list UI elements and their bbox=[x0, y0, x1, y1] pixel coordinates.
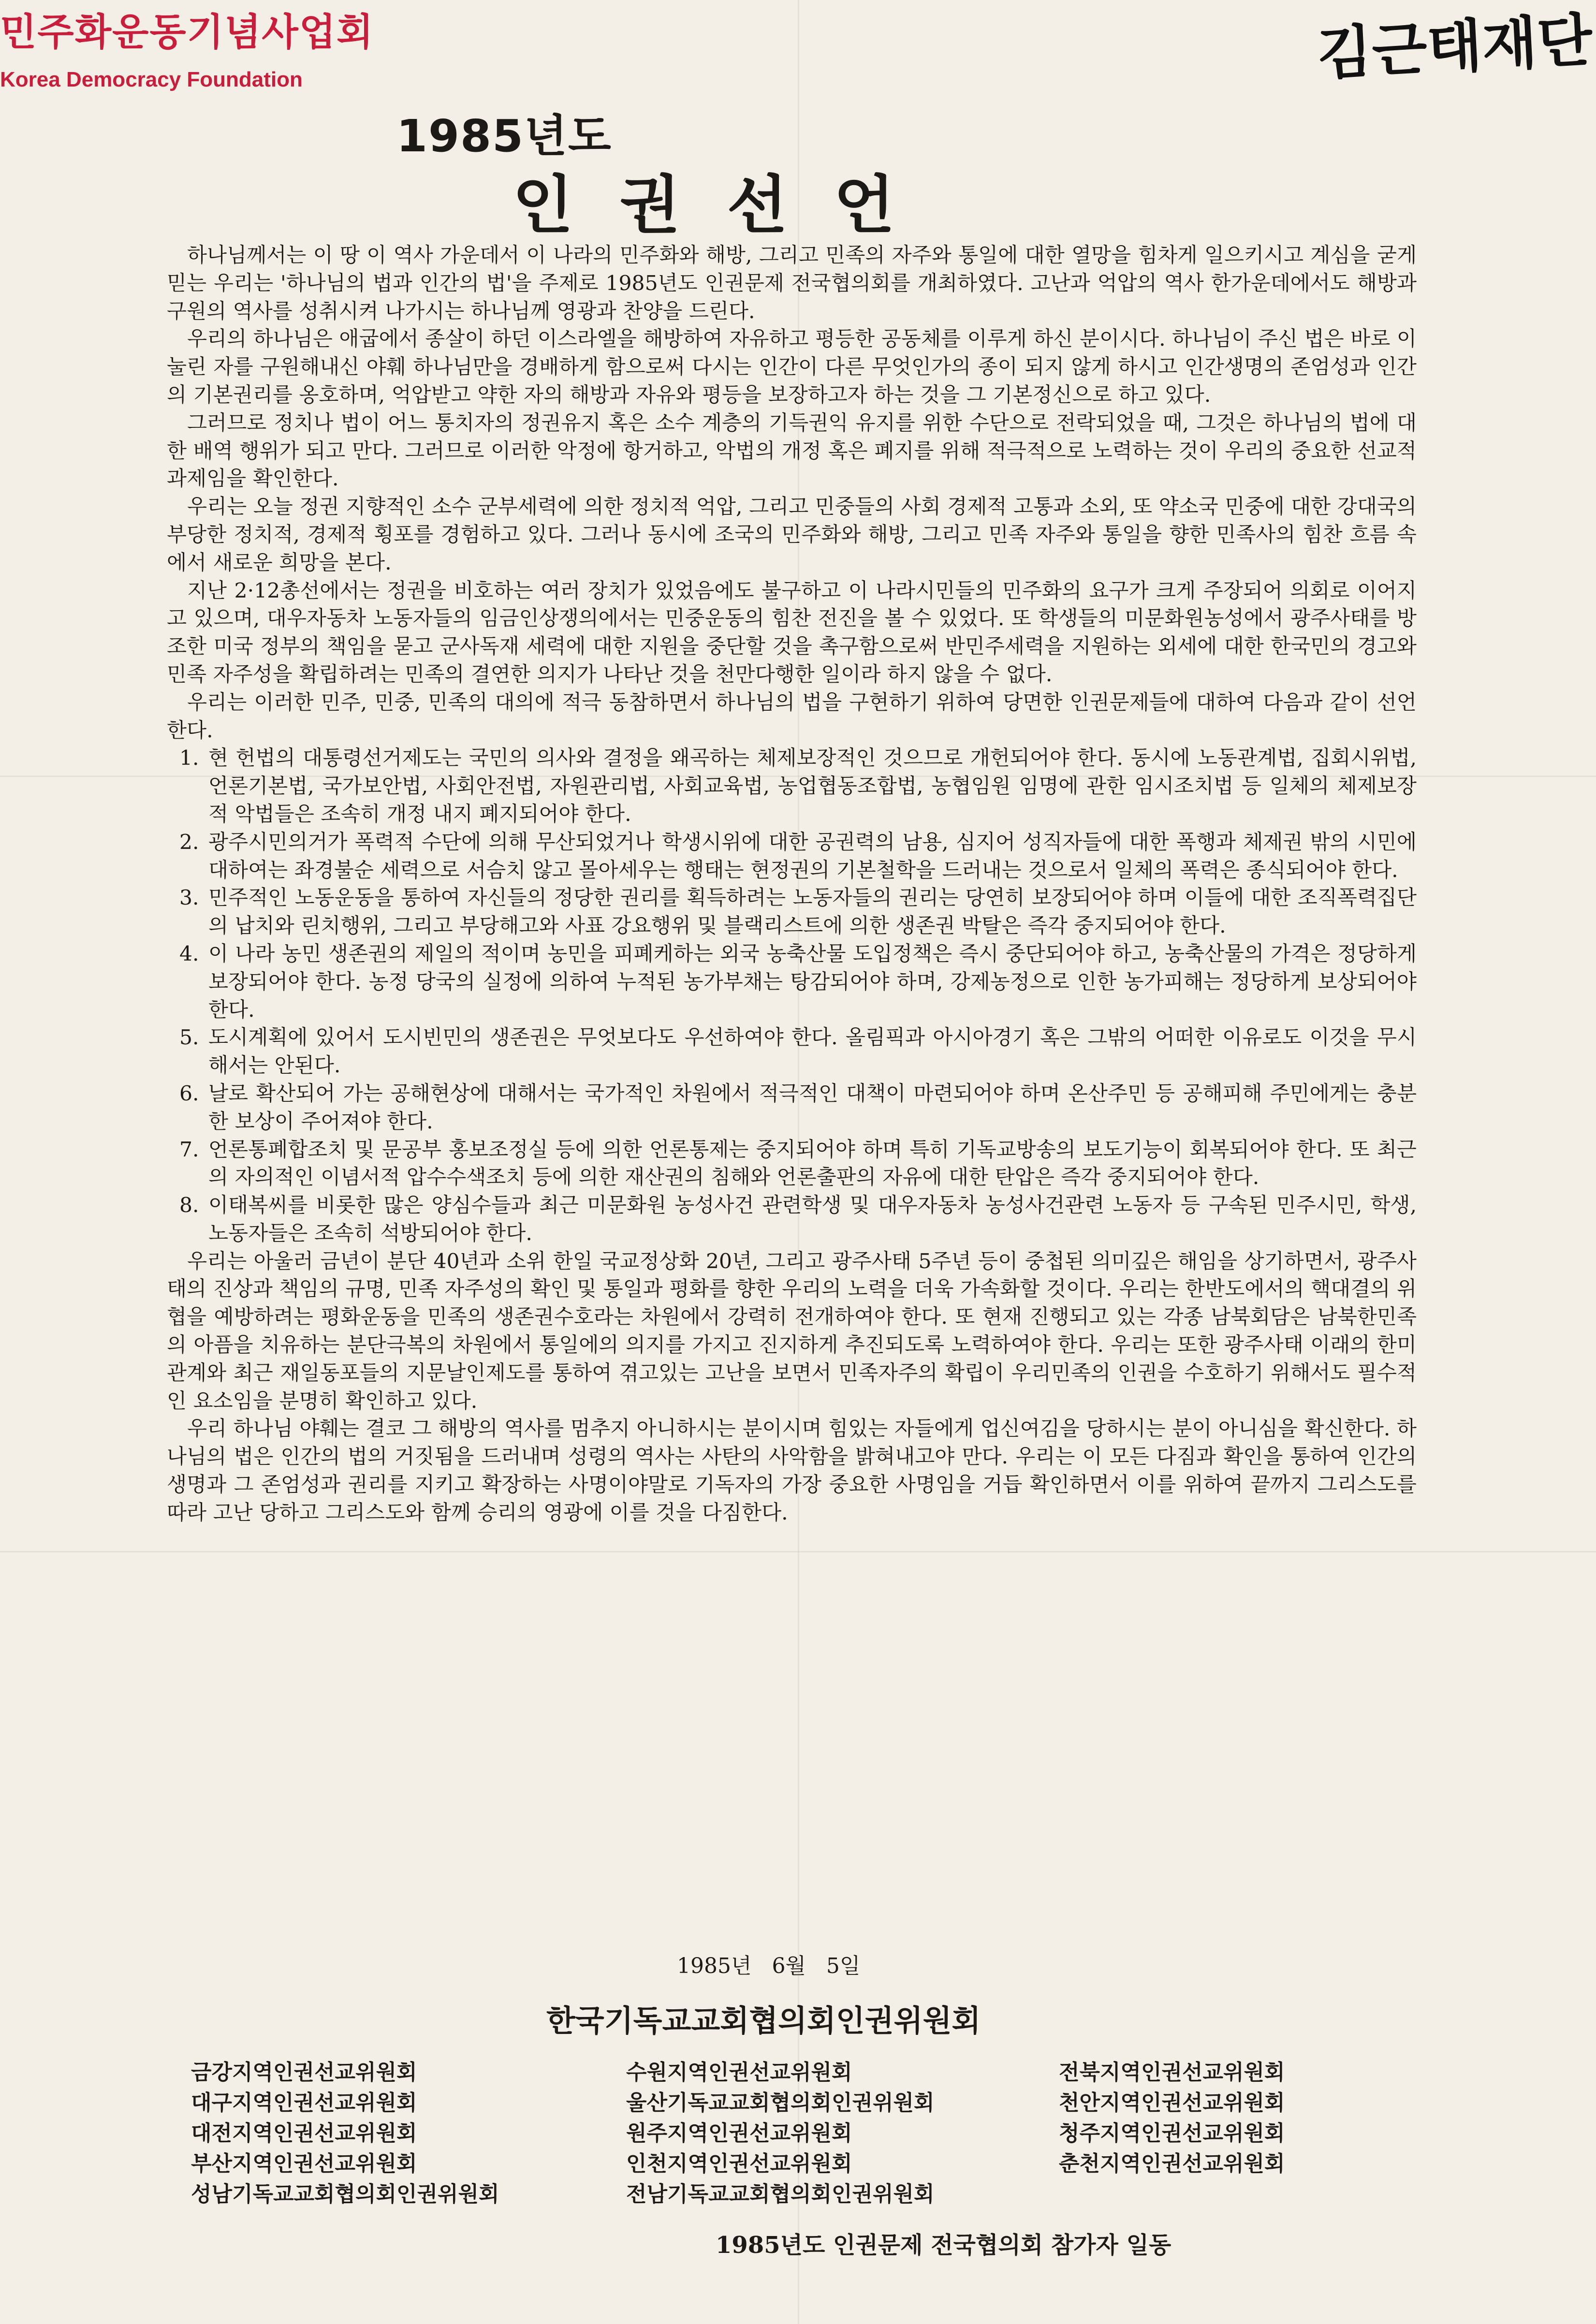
declaration-item: 3. 민주적인 노동운동을 통하여 자신들의 정당한 권리를 획득하려는 노동자들의 권리는 당연히 보장되어야 하며 이들에 대한 조직폭력집단의 납치와 린치행위, 그리고 부당해고와 사표 강요행위 및 블랙리스트에 의한 생존권 박탈은 즉각 중지되어야 한다. bbox=[205, 884, 1417, 940]
committee-name: 원주지역인권선교위원회 bbox=[626, 2121, 852, 2146]
participants-signoff: 1985년도 인권문제 전국협의회 참가자 일동 bbox=[716, 2232, 1171, 2259]
committee-name: 춘천지역인권선교위원회 bbox=[1059, 2151, 1285, 2176]
declaration-item: 5. 도시계획에 있어서 도시빈민의 생존권은 무엇보다도 우선하여야 한다. 올림픽과 아시아경기 혹은 그밖의 어떠한 이유로도 이것을 무시해서는 안된다. bbox=[205, 1024, 1417, 1080]
committee-name: 전남기독교교회협의회인권위원회 bbox=[626, 2182, 935, 2207]
body-paragraph: 우리는 오늘 정권 지향적인 소수 군부세력에 의한 정치적 억압, 그리고 민중들의 사회 경제적 고통과 소외, 또 약소국 민중에 대한 강대국의 부당한 정치적, 경제적 횡포를 경험하고 있다. 그러나 동시에 조국의 민주화와 해방, 그리고 민족 자주와 통일을 향한 민족사의 힘찬 흐름 속에서 새로운 희망을 본다. bbox=[167, 495, 1417, 575]
year-heading: 1985년도 bbox=[396, 110, 612, 162]
declaration-items bbox=[167, 745, 1417, 1247]
body-paragraph: 우리의 하나님은 애굽에서 종살이 하던 이스라엘을 해방하여 자유하고 평등한 공동체를 이루게 하신 분이시다. 하나님이 주신 법은 바로 이 눌린 자를 구원해내신 야훼 하나님만을 경배하게 함으로써 다시는 인간이 다른 무엇인가의 종이 되지 않게 하시고 인간생명의 존엄성과 인간의 기본권리를 옹호하며, 억압받고 약한 자의 해방과 자유와 평등을 보장하고자 하는 것을 그 기본정신으로 하고 있다. bbox=[167, 327, 1417, 407]
body-paragraph: 우리는 아울러 금년이 분단 40년과 소위 한일 국교정상화 20년, 그리고 광주사태 5주년 등이 중첩된 의미깊은 해임을 상기하면서, 광주사태의 진상과 책임의 규명, 민족 자주성의 확인 및 통일과 평화를 향한 우리의 노력을 더욱 가속화할 것이다. 우리는 한반도에서의 핵대결의 위협을 예방하려는 평화운동을 민족의 생존권수호라는 차원에서 강력히 전개하여야 한다. 또 현재 진행되고 있는 각종 남북회담은 남북한민족의 아픔을 치유하는 분단극복의 차원에서 통일에의 의지를 가지고 진지하게 추진되도록 노력하여야 한다. 우리는 또한 광주사태 이래의 한미관계와 최근 재일동포들의 지문날인제도를 통하여 겪고있는 고난을 보면서 민족자주의 확립이 우리민족의 인권을 수호하기 위해서도 필수적인 요소임을 분명히 확인하고 있다. bbox=[167, 1249, 1417, 1413]
committee-list bbox=[191, 2057, 499, 2209]
declaration-item: 2. 광주시민의거가 폭력적 수단에 의해 무산되었거나 학생시위에 대한 공권력의 남용, 심지어 성직자들에 대한 폭행과 체제권 밖의 시민에 대하여는 좌경불순 세력으로 서슴치 않고 몰아세우는 행태는 현정권의 기본철학을 드러내는 것으로서 일체의 폭력은 종식되어야 한다. bbox=[205, 829, 1417, 885]
document-title: 인권선언 bbox=[512, 168, 941, 242]
committee-name: 청주지역인권선교위원회 bbox=[1059, 2121, 1285, 2146]
declaration-item: 6. 날로 확산되어 가는 공해현상에 대해서는 국가적인 차원에서 적극적인 대책이 마련되어야 하며 온산주민 등 공해피해 주민에게는 충분한 보상이 주어져야 한다. bbox=[205, 1080, 1417, 1136]
body-paragraph: 지난 2·12총선에서는 정권을 비호하는 여러 장치가 있었음에도 불구하고 이 나라시민들의 민주화의 요구가 크게 주장되어 의회로 이어지고 있으며, 대우자동차 노동자들의 임금인상쟁의에서는 민중운동의 힘찬 전진을 볼 수 있었다. 또 학생들의 미문화원농성에서 광주사태를 방조한 미국 정부의 책임을 묻고 군사독재 세력에 대한 지원을 중단할 것을 촉구함으로써 반민주세력을 지원하는 외세에 대한 한국민의 경고와 민족 자주성을 확립하려는 민족의 결연한 의지가 나타난 것을 천만다행한 일이라 하지 않을 수 없다. bbox=[167, 579, 1417, 687]
archive-stamp-korean: 민주화운동기념사업회 bbox=[0, 11, 374, 54]
committee-list bbox=[1059, 2057, 1285, 2179]
declaration-item: 7. 언론통폐합조치 및 문공부 홍보조정실 등에 의한 언론통제는 중지되어야 하며 특히 기독교방송의 보도기능이 회복되어야 한다. 또 최근의 자의적인 이념서적 압수수색조치 등에 의한 재산권의 침해와 언론출판의 자유에 대한 탄압은 즉각 중지되어야 한다. bbox=[205, 1136, 1417, 1192]
declaration-item: 1. 현 헌법의 대통령선거제도는 국민의 의사와 결정을 왜곡하는 체제보장적인 것으므로 개헌되어야 한다. 동시에 노동관계법, 집회시위법, 언론기본법, 국가보안법, 사회안전법, 자원관리법, 사회교육법, 농업협동조합법, 농협임원 임명에 관한 임시조치법 등 일체의 체제보장적 악법들은 조속히 개정 내지 폐지되어야 한다. bbox=[205, 745, 1417, 828]
committee-list bbox=[626, 2057, 935, 2209]
committee-name: 천안지역인권선교위원회 bbox=[1059, 2090, 1285, 2115]
body-paragraph: 우리 하나님 야훼는 결코 그 해방의 역사를 멈추지 아니하시는 분이시며 힘있는 자들에게 업신여김을 당하시는 분이 아니심을 확신한다. 하나님의 법은 인간의 법의 거짓됨을 드러내며 성령의 역사는 사탄의 사악함을 밝혀내고야 만다. 우리는 이 모든 다짐과 확인을 통하여 인간의 생명과 그 존엄성과 권리를 지키고 확장하는 사명이야말로 기독자의 가장 중요한 사명임을 거듭 확인하면서 이를 위하여 끝까지 그리스도를 따라 고난 당하고 그리스도와 함께 승리의 영광에 이를 것을 다짐한다. bbox=[167, 1417, 1417, 1525]
declaration-body bbox=[167, 242, 1417, 1527]
body-paragraph: 우리는 이러한 민주, 민중, 민족의 대의에 적극 동참하면서 하나님의 법을 구현하기 위하여 당면한 인권문제들에 대하여 다음과 같이 선언한다. bbox=[167, 690, 1417, 743]
committee-name: 대구지역인권선교위원회 bbox=[191, 2090, 417, 2115]
declaration-item: 8. 이태복씨를 비롯한 많은 양심수들과 최근 미문화원 농성사건 관련학생 및 대우자동차 농성사건관련 노동자 등 구속된 민주시민, 학생, 노동자들은 조속히 석방되어야 한다. bbox=[205, 1192, 1417, 1248]
body-paragraph: 그러므로 정치나 법이 어느 통치자의 정권유지 혹은 소수 계층의 기득권익 유지를 위한 수단으로 전락되었을 때, 그것은 하나님의 법에 대한 배역 행위가 되고 만다. 그러므로 이러한 악정에 항거하고, 악법의 개정 혹은 폐지를 위해 적극적으로 노력하는 것이 우리의 중요한 선교적 과제임을 확인한다. bbox=[167, 411, 1417, 491]
body-paragraph: 하나님께서는 이 땅 이 역사 가운데서 이 나라의 민주화와 해방, 그리고 민족의 자주와 통일에 대한 열망을 힘차게 일으키시고 계심을 굳게 믿는 우리는 '하나님의 법과 인간의 법'을 주제로 1985년도 인권문제 전국협의회를 개최하였다. 고난과 억압의 역사 한가운데에서도 해방과 구원의 역사를 성취시켜 나가시는 하나님께 영광과 찬양을 드린다. bbox=[167, 244, 1417, 323]
committee-name: 금강지역인권선교위원회 bbox=[191, 2060, 417, 2085]
handwritten-signature: 김근태재단 bbox=[1315, 6, 1594, 88]
committee-name: 전북지역인권선교위원회 bbox=[1059, 2060, 1285, 2085]
committee-name: 울산기독교교회협의회인권위원회 bbox=[626, 2090, 935, 2115]
committee-name: 성남기독교교회협의회인권위원회 bbox=[191, 2182, 499, 2207]
issuing-organization: 한국기독교교회협의회인권위원회 bbox=[546, 2003, 981, 2038]
declaration-item: 4. 이 나라 농민 생존권의 제일의 적이며 농민을 피폐케하는 외국 농축산물 도입정책은 즉시 중단되어야 하고, 농축산물의 가격은 정당하게 보장되어야 한다. 농정 당국의 실정에 의하여 누적된 농가부채는 탕감되어야 하며, 강제농정으로 인한 농가피해는 정당하게 보상되어야 한다. bbox=[205, 940, 1417, 1024]
committee-name: 인천지역인권선교위원회 bbox=[626, 2151, 852, 2176]
declaration-date: 1985년 6월 5일 bbox=[677, 1954, 861, 1978]
committee-name: 부산지역인권선교위원회 bbox=[191, 2151, 417, 2176]
committee-name: 수원지역인권선교위원회 bbox=[626, 2060, 852, 2085]
archive-stamp-english: Korea Democracy Foundation bbox=[0, 68, 303, 91]
committee-name: 대전지역인권선교위원회 bbox=[191, 2121, 417, 2146]
